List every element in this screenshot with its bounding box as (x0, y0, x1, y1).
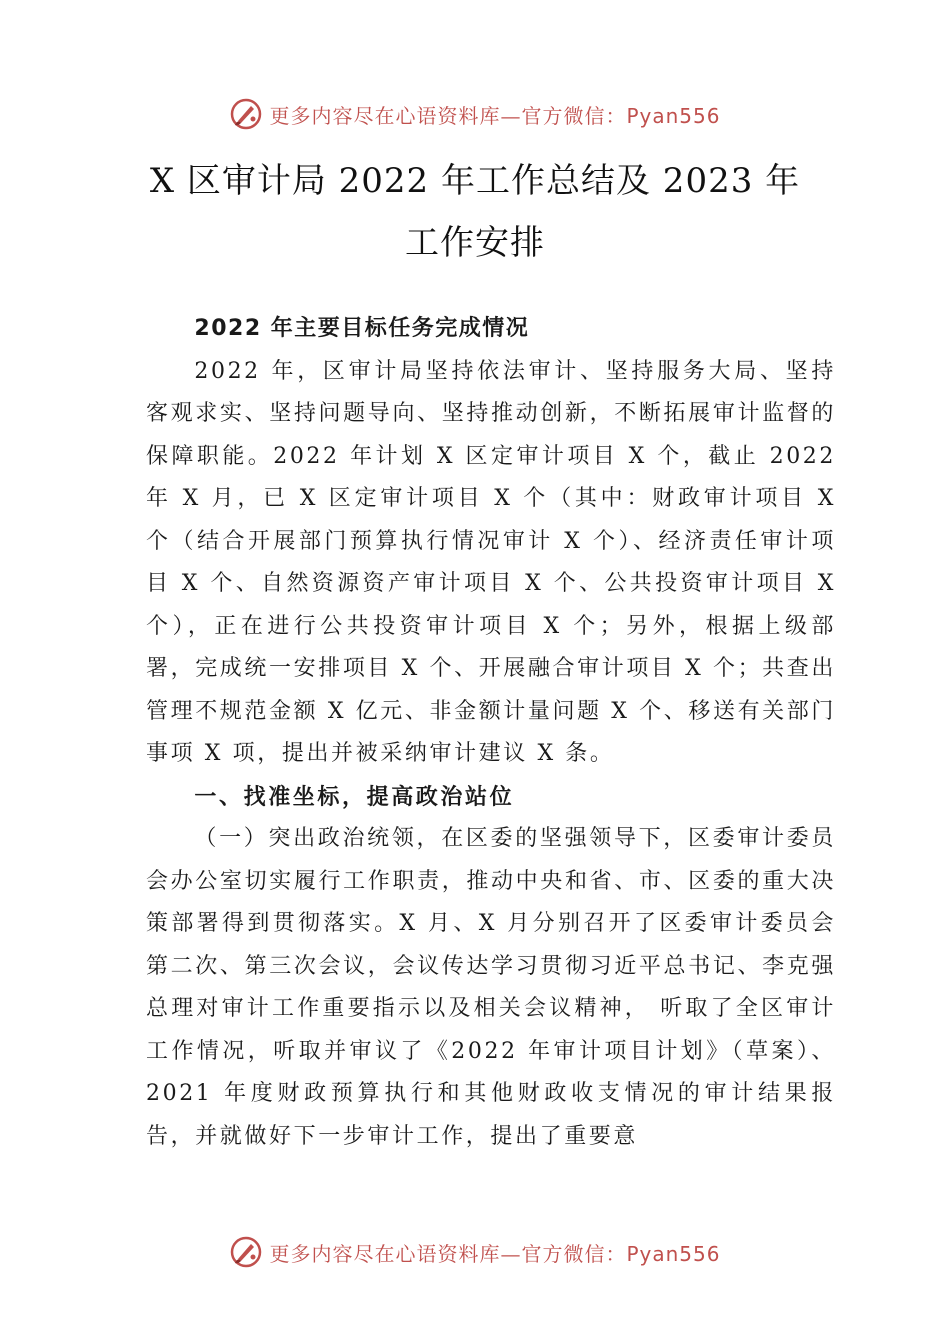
footer-watermark-banner (0, 1232, 950, 1272)
watermark-text: 更多内容尽在心语资料库—官方微信：Pyan556 (269, 1241, 721, 1266)
watermark-text: 更多内容尽在心语资料库—官方微信：Pyan556 (269, 103, 721, 128)
document-body (146, 308, 836, 1158)
brush-logo-icon (229, 1235, 263, 1269)
document-title: X 区审计局 2022 年工作总结及 2023 年工作安排 (149, 161, 801, 263)
paragraph-political: （一）突出政治统领，在区委的坚强领导下，区委审计委员会办公室切实履行工作职责，推动中央和省、市、区委的重大决策部署得到贯彻落实。X 月、X 月分别召开了区委审计委员会第二次、第三次会议，会议传达学习贯彻习近平总书记、李克强总理对审计工作重要指示以及相关会议精神， 听取了全区审计工作情况，听取并审议了《2022 年审计项目计划》（草案）、2021 年度财政预算执行和其他财政收支情况的审计结果报告，并就做好下一步审计工作，提出了重要意 (146, 826, 836, 1149)
header-watermark-banner (0, 94, 950, 134)
section-heading: 2022 年主要目标任务完成情况 (194, 316, 530, 341)
paragraph-summary: 2022 年，区审计局坚持依法审计、坚持服务大局、坚持客观求实、坚持问题导向、坚持推动创新，不断拓展审计监督的保障职能。2022 年计划 X 区定审计项目 X 个，截止 2022 年 X 月，已 X 区定审计项目 X 个（其中：财政审计项目 X 个（结合开展部门预算执行情况审计 X 个）、经济责任审计项目 X 个、自然资源资产审计项目 X 个、公共投资审计项目 X 个），正在进行公共投资审计项目 X 个；另外，根据上级部署，完成统一安排项目 X 个、开展融合审计项目 X 个；共查出管理不规范金额 X 亿元、非金额计量问题 X 个、移送有关部门事项 X 项，提出并被采纳审计建议 X 条。 (146, 358, 836, 766)
brush-logo-icon (229, 97, 263, 131)
section-title-1: 一、找准坐标，提高政治站位 (194, 783, 515, 810)
